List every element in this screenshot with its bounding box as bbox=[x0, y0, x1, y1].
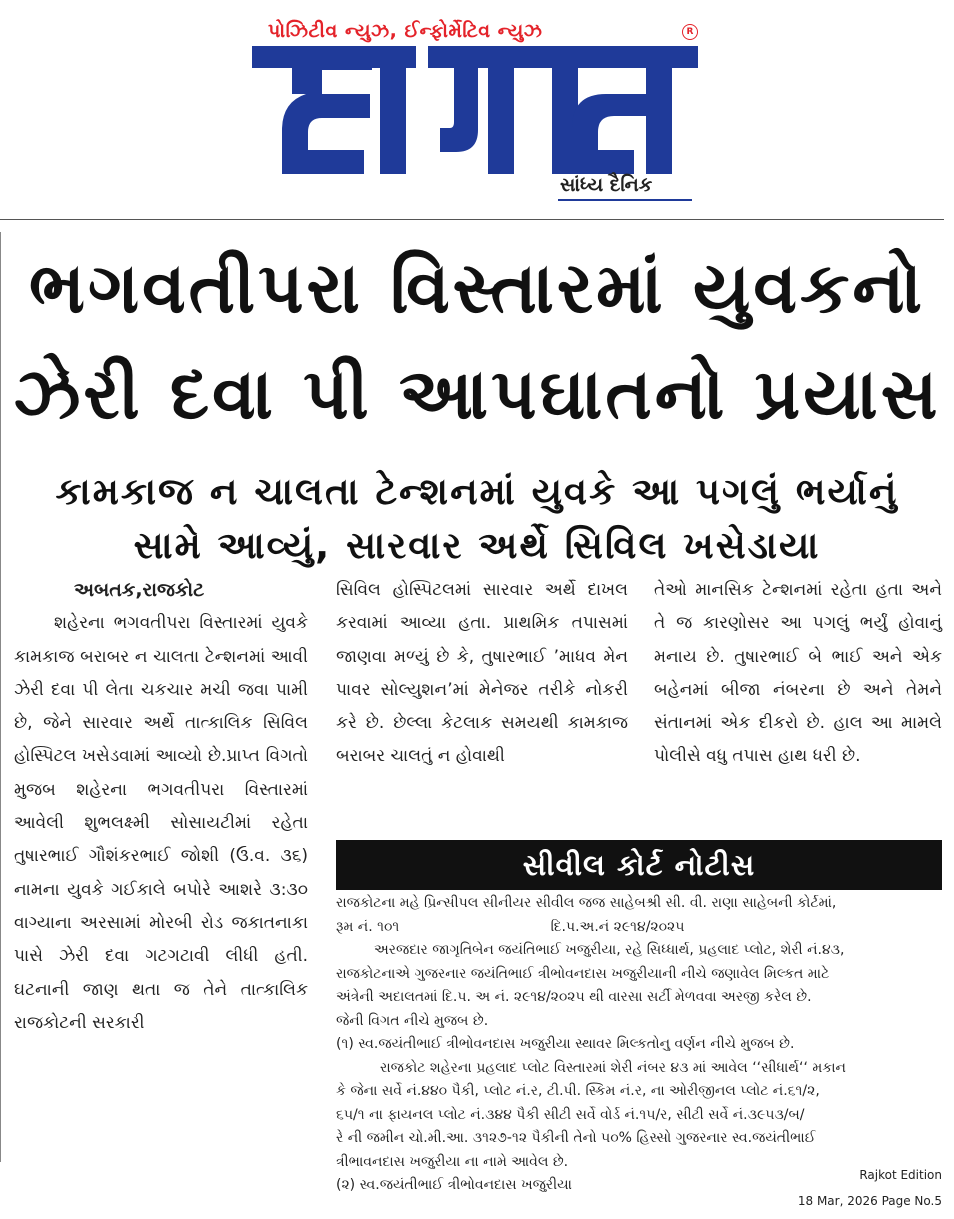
notice-line: રાજકોટનાએ ગુજરનાર જયંતિભાઈ ત્રીભોવનદાસ ખજુરીયાની નીચે જણાવેલ મિલ્કત માટે bbox=[336, 965, 830, 982]
masthead-divider bbox=[0, 219, 944, 220]
subheadline-line-1: કામકાજ ન ચાલતા ટેન્શનમાં યુવકે આ પગલું ભર્યાનું bbox=[55, 470, 899, 513]
notice-line: (૧) સ્વ.જયંતીભાઈ ત્રીભોવનદાસ ખજુરીયા સ્થાવર મિલ્કતોનુ વર્ણન નીચે મુજબ છે. bbox=[336, 1036, 795, 1052]
notice-line: અંત્રેની અદાલતમાં દિ.પ. અ નં. ૨૯૧૪/૨૦૨૫ થી વારસા સર્ટી મેળવવા અરજી કરેલ છે. bbox=[336, 989, 812, 1005]
date-page-label: 18 Mar, 2026 Page No.5 bbox=[797, 1194, 942, 1208]
masthead-subtitle: સાંધ્ય દૈનિક bbox=[560, 174, 653, 196]
masthead-tagline: પોઝિટીવ ન્યુઝ, ઈન્ફોર્મેટિવ ન્યુઝ bbox=[268, 20, 543, 42]
subtitle-underline bbox=[558, 199, 692, 201]
notice-body bbox=[336, 892, 942, 1193]
article-dateline: અબતક,રાજકોટ bbox=[74, 579, 205, 601]
edition-label: Rajkot Edition bbox=[859, 1168, 942, 1182]
article-column-1 bbox=[14, 574, 308, 1040]
headline-line-1: ભગવતીપરા વિસ્તારમાં યુવકનો bbox=[28, 247, 926, 329]
registered-mark-icon: R bbox=[682, 24, 698, 40]
notice-line: રાજકોટના મહે પ્રિન્સીપલ સીનીયર સીવીલ જજ સાહેબશ્રી સી. વી. રાણા સાહેબની કોર્ટમાં, bbox=[336, 895, 837, 911]
notice-line: રે ની જમીન ચો.મી.આ. ૩૧૨૭-૧૨ પૈકીની તેનો ૫૦% હિસ્સો ગુજરનાર સ્વ.જયંતીભાઈ bbox=[336, 1130, 816, 1146]
article-column-3: તેઓ માનસિક ટેન્શનમાં રહેતા હતા અને તે જ કારણોસર આ પગલું ભર્યું હોવાનું મનાય છે. તુષારભાઈ બે ભાઈ અને એક બહેનમાં બીજા નંબરના છે અને તેમને સંતાનમાં એક દીકરો છે. હાલ આ મામલે પોલીસે વધુ તપાસ હાથ ધરી છે. bbox=[654, 580, 942, 767]
notice-line: રૂમ નં. ૧૦૧ દિ.પ.અ.નં ૨૯૧૪/૨૦૨૫ bbox=[336, 918, 685, 935]
notice-line: કે જેના સર્વે નં.૪૪૦ પૈકી, પ્લોટ નં.ર, ટી.પી. સ્કિમ નં.ર, ના ઓરીજીનલ પ્લોટ નં.૬૧/૨, bbox=[336, 1083, 820, 1099]
article-column-2: સિવિલ હોસ્પિટલમાં સારવાર અર્થે દાખલ કરવામાં આવ્યા હતા. પ્રાથમિક તપાસમાં જાણવા મળ્યું છે કે, તુષારભાઈ ’માધવ મેન પાવર સોલ્યુશન’માં મેનેજર તરીકે નોકરી કરે છે. છેલ્લા કેટલાક સમયથી કામકાજ બરાબર ચાલતું ન હોવાથી bbox=[336, 580, 628, 767]
subheadline-line-2: સામે આવ્યું, સારવાર અર્થે સિવિલ ખસેડાયા bbox=[133, 524, 821, 567]
headline-line-2: ઝેરી દવા પી આપઘાતનો પ્રયાસ bbox=[13, 353, 941, 435]
masthead bbox=[0, 0, 954, 220]
notice-line: અરજદાર જાગૃતિબેન જયંતિભાઈ ખજુરીયા, રહે સિધ્ધાર્થ, પ્રહલાદ પ્લોટ, શેરી નં.૪૩, bbox=[374, 942, 845, 958]
notice-line: રાજકોટ શહેરના પ્રહલાદ પ્લોટ વિસ્તારમાં શેરી નંબર ૪૩ માં આવેલ ‘‘સીધાર્થ‘‘ મકાન bbox=[380, 1059, 846, 1076]
notice-line-cut: (૨) સ્વ.જયંતીભાઈ ત્રીભોવનદાસ ખજુરીયા bbox=[336, 1177, 572, 1193]
page-left-border bbox=[0, 232, 1, 1162]
notice-title: સીવીલ કોર્ટ નોટીસ bbox=[522, 848, 756, 882]
notice-line: ત્રીભાવનદાસ ખજુરીયા ના નામે આવેલ છે. bbox=[336, 1153, 569, 1170]
notice-line: ૬૫/૧ ના ફાયનલ પ્લોટ નં.૩૪૪ પૈકી સીટી સર્વે વોર્ડ નં.૧૫/ર, સીટી સર્વે નં.૩૯૫૩/બ/ bbox=[336, 1106, 805, 1123]
notice-line: જેની વિગત નીચે મુજબ છે. bbox=[336, 1012, 489, 1029]
article-column-1-text: શહેરના ભગવતીપરા વિસ્તારમાં યુવકે કામકાજ બરાબર ન ચાલતા ટેન્શનમાં આવી ઝેરી દવા પી લેતા ચકચાર મચી જવા પામી છે, જેને સારવાર અર્થે તાત્કાલિક સિવિલ હોસ્પિટલ ખસેડવામાં આવ્યો છે.પ્રાપ્ત વિગતો મુજબ શહેરના ભગવતીપરા વિસ્તારમાં આવેલી શુભલક્ષ્મી સોસાયટીમાં રહેતા તુષારભાઈ ગૌશંકરભાઈ જોશી (ઉ.વ. ૩૬) નામના યુવકે ગઈકાલે બપોરે આશરે ૩:૩૦ વાગ્યાના અરસામાં મોરબી રોડ જકાતનાકા પાસે ઝેરી દવા ગટગટાવી લીધી હતી. ઘટનાની જાણ થતા જ તેને તાત્કાલિક રાજકોટની સરકારી bbox=[14, 613, 308, 1033]
abtak-logo bbox=[252, 40, 698, 176]
